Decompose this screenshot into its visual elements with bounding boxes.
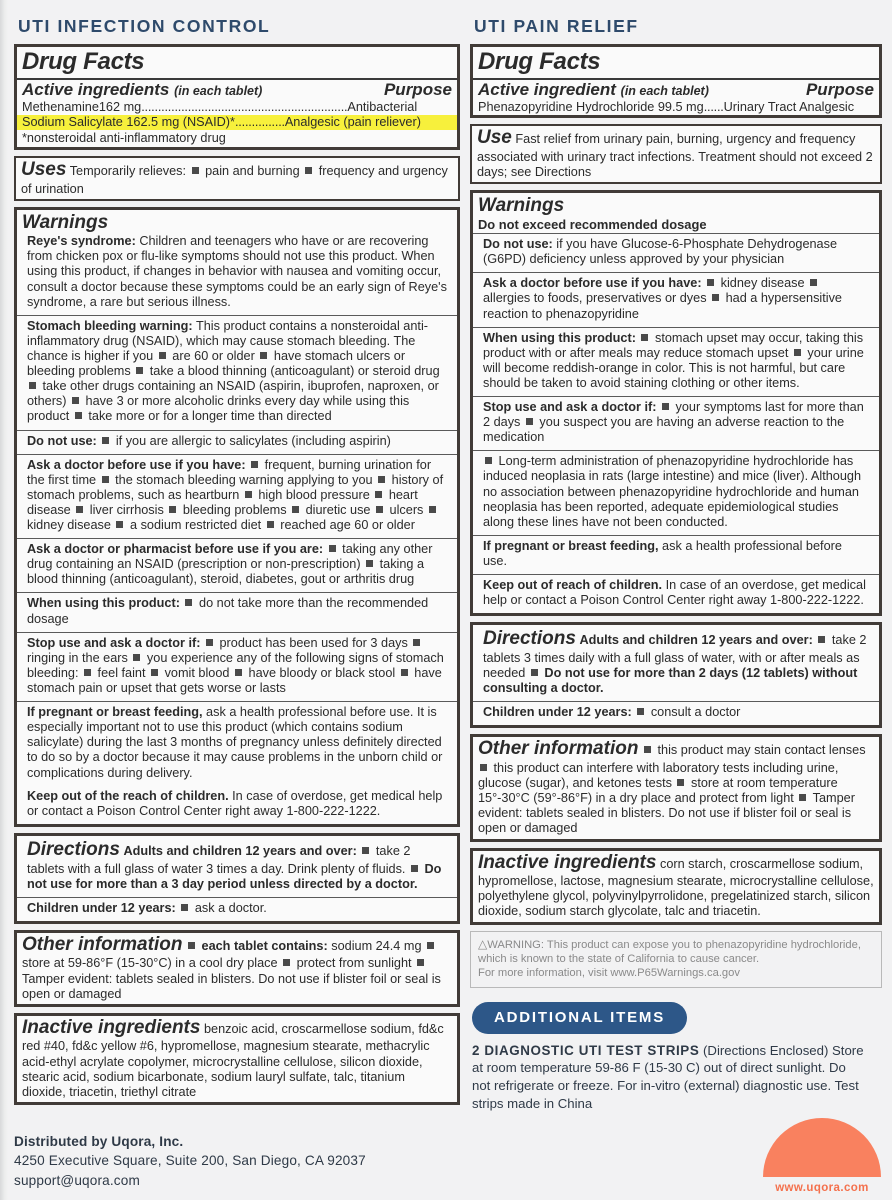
warning-item-title: Reye's syndrome:	[27, 234, 136, 249]
ingredient-name: Phenazopyridine Hydrochloride 99.5 mg	[478, 100, 704, 114]
bullet-square-icon	[818, 636, 825, 643]
bullet-square-icon	[181, 904, 188, 911]
prop65-line1: WARNING: This product can expose you to phenazopyridine hydrochloride,	[487, 938, 861, 951]
active-ingredients-label-left: Active ingredients	[22, 80, 170, 99]
other-information-heading-left: Other information	[22, 933, 183, 955]
directions-panel-left	[14, 833, 460, 924]
active-ingredient-paren-right: (in each tablet)	[620, 84, 709, 98]
use-heading-right: Use	[477, 127, 512, 149]
bullet-square-icon	[267, 521, 274, 528]
other-information-text-right	[473, 737, 879, 838]
warning-item	[473, 233, 879, 272]
ingredient-name: Methenamine162 mg	[22, 100, 142, 114]
warning-item	[17, 234, 457, 315]
ingredient-purpose: Analgesic (pain reliever)	[284, 115, 421, 130]
page-title-infection-control: UTI INFECTION CONTROL	[18, 16, 271, 36]
ingredient-name: Sodium Salicylate 162.5 mg (NSAID)*	[22, 115, 235, 130]
directions-children-left	[17, 897, 457, 921]
bullet-square-icon	[151, 669, 158, 676]
bullet-square-icon	[169, 506, 176, 513]
warning-item	[17, 538, 457, 592]
bullet-square-icon	[188, 942, 195, 949]
warnings-panel-right	[470, 190, 882, 616]
warning-item-title: Ask a doctor or pharmacist before use if you are:	[27, 542, 324, 557]
warnings-panel-left	[14, 207, 460, 827]
prop65-line3: For more information, visit www.P65Warnings.ca.gov	[478, 967, 740, 980]
warning-item-text: product has been used for 3 days ringing in the ears you experience any of the following signs of stomach bleeding: feel faint vomit blood have bloody or black stool have stomach pain or upset that gets worse or lasts	[27, 635, 444, 696]
bullet-square-icon	[76, 506, 83, 513]
bullet-square-icon	[116, 521, 123, 528]
bullet-square-icon	[206, 639, 213, 646]
directions-children-text: ask a doctor.	[176, 901, 267, 915]
drug-facts-panel-right	[470, 44, 882, 118]
warning-item-text: Children and teenagers who have or are recovering from chicken pox or flu-like symptoms should not use this product. When using this product, if changes in behavior with nausea and vomiting occur, consult a doctor because these symptoms could be an early sign of Reye's syndrome, a rare but serious illness.	[27, 234, 447, 309]
ingredient-row	[17, 100, 457, 115]
drug-facts-panel-left	[14, 44, 460, 150]
bullet-square-icon	[72, 397, 79, 404]
directions-heading-right: Directions	[483, 628, 576, 650]
other-information-panel-left	[14, 930, 460, 1007]
bullet-square-icon	[376, 506, 383, 513]
leader-dots: ......	[703, 100, 724, 114]
uses-panel-left	[14, 156, 460, 201]
directions-children-label: Children under 12 years:	[27, 900, 176, 915]
bullet-square-icon	[102, 437, 109, 444]
bullet-square-icon	[283, 959, 290, 966]
drug-facts-title-left: Drug Facts	[22, 48, 145, 75]
warning-item-title: When using this product:	[483, 330, 636, 345]
warning-item-title: When using this product:	[27, 596, 180, 611]
warning-item-title: Do not use:	[483, 237, 553, 252]
bullet-square-icon	[192, 167, 199, 174]
ingredient-row-highlighted	[17, 115, 457, 130]
other-information-bold-left: each tablet contains:	[186, 939, 328, 953]
other-information-body-right: this product may stain contact lenses this product can interfere with laboratory tests including urine, glucose (sugar), and ketones tests store at room temperature 15°-30°C (59°-86°F) in a dry place and protect from light Tamper evident: tablets sealed in blisters. Do not use if blister foil or seal is open or damaged	[478, 743, 866, 836]
bullet-square-icon	[102, 476, 109, 483]
distributor-email[interactable]: support@uqora.com	[14, 1172, 140, 1188]
directions-heading-left: Directions	[27, 838, 120, 860]
warning-item-title: If pregnant or breast feeding,	[483, 538, 659, 553]
uses-text-left: Temporarily relieves: pain and burning frequency and urgency of urination	[21, 164, 448, 197]
warning-item-text: do not take more than the recommended dosage	[27, 596, 429, 626]
bullet-square-icon	[29, 382, 36, 389]
bullet-square-icon	[677, 779, 684, 786]
additional-items-badge: ADDITIONAL ITEMS	[472, 1002, 687, 1034]
bullet-square-icon	[260, 352, 267, 359]
warning-item-text: This product contains a nonsteroidal anti-inflammatory drug (NSAID), which may cause stomach bleeding. The chance is higher if you are 60 or older have stomach ulcers or bleeding problems take a blood thinning (anticoagulant) or steroid drug take other drugs containing an NSAID (aspirin, ibuprofen, naproxen, or others) have 3 or more alcoholic drinks every day while using this product take more or for a longer time than directed	[27, 318, 440, 424]
directions-adults-warning: Do not use for more than 2 days (12 tablets) without consulting a doctor.	[483, 666, 858, 696]
bullet-square-icon	[329, 545, 336, 552]
bullet-square-icon	[531, 669, 538, 676]
leader-dots: ...............	[234, 115, 285, 130]
bullet-square-icon	[401, 669, 408, 676]
distributor-address: 4250 Executive Square, Suite 200, San Diego, CA 92037	[14, 1153, 366, 1169]
directions-children-right	[473, 701, 879, 725]
bullet-square-icon	[362, 847, 369, 854]
warning-triangle-icon: △	[478, 936, 488, 951]
inactive-ingredients-panel-left	[14, 1013, 460, 1105]
prop65-line2: which is known to the state of California to cause cancer.	[478, 952, 760, 965]
active-ingredient-label-right: Active ingredient	[478, 80, 616, 99]
additional-items-description	[470, 1042, 866, 1113]
active-ingredient-header-right	[473, 80, 879, 100]
inactive-ingredients-heading-right: Inactive ingredients	[478, 851, 657, 873]
warning-item-text: In case of overdose, get medical help or contact a Poison Control Center right away 1-800-222-1222.	[27, 788, 443, 818]
warnings-subheading-right: Do not exceed recommended dosage	[478, 217, 707, 233]
warning-item-text: taking any other drug containing an NSAID (prescription or non-prescription) taking a blood thinning (anticoagulant), steroid, diabetes, gout or arthritis drug	[27, 542, 433, 587]
bullet-square-icon	[413, 639, 420, 646]
warning-item-text: In case of an overdose, get medical help or contact a Poison Control Center right away 1-800-222-1222.	[483, 578, 866, 608]
active-ingredients-header-left	[17, 80, 457, 100]
bullet-square-icon	[235, 669, 242, 676]
warning-item	[17, 786, 457, 824]
warning-item	[473, 396, 879, 450]
warning-item	[17, 315, 457, 430]
warning-item-text: stomach upset may occur, taking this product with or after meals may reduce stomach upset your urine will become reddish-orange in color. This is not harmful, but care should be taken to avoid staining clothing or other items.	[483, 330, 864, 390]
directions-adults-label: Adults and children 12 years and over:	[123, 843, 357, 858]
bullet-square-icon	[810, 279, 817, 286]
bullet-square-icon	[75, 412, 82, 419]
bullet-square-icon	[378, 476, 385, 483]
inactive-ingredients-text-left	[17, 1016, 457, 1102]
inactive-ingredients-body-left: benzoic acid, croscarmellose sodium, fd&c red #40, fd&c yellow #6, hypromellose, magnesium stearate, methacrylic acid-ethyl acrylate copolymer, microcrystalline cellulose, silicon dioxide, stearic acid, sodium bicarbonate, sodium lauryl sulfate, talc, titanium dioxide, triacetin, triethyl citrate	[22, 1021, 444, 1099]
warning-item	[17, 430, 457, 454]
warning-item	[473, 327, 879, 396]
website-url[interactable]: www.uqora.com	[775, 1182, 869, 1194]
warning-item-title: Ask a doctor before use if you have:	[27, 457, 246, 472]
test-strips-text: (Directions Enclosed) Store at room temperature 59-86 F (15-30 C) out of direct sunlight. Do not refrigerate or freeze. For in-vitro (external) diagnostic use. Test strips made in China	[472, 1042, 864, 1111]
warning-item-title: If pregnant or breast feeding,	[27, 705, 203, 720]
warning-item-text: ask a health professional before use.	[483, 538, 842, 569]
bullet-square-icon	[644, 746, 651, 753]
bullet-square-icon	[375, 491, 382, 498]
other-information-body-left: sodium 24.4 mg store at 59-86°F (15-30°C) in a cool dry place protect from sunlight Tamper evident: tablets sealed in blisters. Do not use if blister foil or seal is open or damaged	[22, 938, 441, 1001]
use-panel-right	[470, 124, 882, 184]
page-title-pain-relief: UTI PAIN RELIEF	[474, 16, 639, 36]
bullet-square-icon	[794, 349, 801, 356]
directions-adults-warning: Do not use for more than a 3 day period unless directed by a doctor.	[27, 861, 442, 891]
purpose-label-left: Purpose	[383, 80, 452, 99]
warning-item	[473, 272, 879, 326]
drug-facts-title-right: Drug Facts	[478, 48, 601, 75]
bullet-square-icon	[485, 457, 492, 464]
warnings-heading-row-right	[473, 193, 879, 233]
warning-item-text: Long-term administration of phenazopyridine hydrochloride has induced neoplasia in rats (large intestine) and mice (liver). Although no association between phenazopyridine hydrochloride and human neoplasia has been reported, adequate epidemiological studies along these lines have not been conducted.	[483, 454, 862, 529]
bullet-square-icon	[245, 491, 252, 498]
use-text-right: Fast relief from urinary pain, burning, urgency and frequency associated with urinary tract infections. Treatment should not exceed 2 days; see Directions	[477, 132, 873, 179]
warning-item	[17, 592, 457, 631]
bullet-square-icon	[707, 279, 714, 286]
warning-item-title: Do not use:	[27, 433, 97, 448]
directions-adults-text: take 2 tablets with a full glass of water 3 times a day. Drink plenty of fluids.	[27, 843, 411, 876]
bullet-square-icon	[799, 794, 806, 801]
warning-item-title: Stop use and ask a doctor if:	[483, 400, 657, 415]
inactive-ingredients-heading-left: Inactive ingredients	[22, 1016, 201, 1038]
warning-item-text: if you are allergic to salicylates (including aspirin)	[97, 434, 391, 448]
uses-block-left	[16, 158, 458, 199]
bullet-square-icon	[411, 865, 418, 872]
warnings-heading-left: Warnings	[22, 212, 109, 234]
warning-item	[473, 450, 879, 535]
bullet-square-icon	[305, 167, 312, 174]
warning-item	[17, 701, 457, 786]
ingredient-row	[473, 100, 879, 115]
warnings-heading-row-left	[17, 210, 457, 234]
bullet-square-icon	[662, 403, 669, 410]
warning-item-text: frequent, burning urination for the first time the stomach bleeding warning applying to you history of stomach problems, such as heartburn high blood pressure heart disease liver cirrhosis bleeding problems diuretic use ulcers kidney disease a sodium restricted diet reached age 60 or older	[27, 457, 444, 533]
prop65-warning-box	[470, 931, 882, 988]
warning-item	[17, 632, 457, 701]
bullet-square-icon	[480, 764, 487, 771]
leader-dots: ..............................................................	[141, 100, 348, 114]
active-ingredients-paren-left: (in each tablet)	[174, 84, 263, 98]
warning-item-text: if you have Glucose-6-Phosphate Dehydrogenase (G6PD) deficiency unless approved by your physician	[483, 237, 838, 267]
warning-item-title: Stomach bleeding warning:	[27, 318, 193, 333]
bullet-square-icon	[637, 708, 644, 715]
warnings-heading-right: Warnings	[478, 195, 565, 217]
test-strips-title: 2 DIAGNOSTIC UTI TEST STRIPS	[472, 1042, 700, 1058]
bullet-square-icon	[429, 506, 436, 513]
inactive-ingredients-body-right: corn starch, croscarmellose sodium, hypromellose, lactose, magnesium stearate, microcrystalline cellulose, polyethylene glycol, polyvinylpyrrolidone, pregelatinized starch, silicon dioxide, sodium starch glycolate, talc and triacetin.	[478, 856, 874, 919]
directions-adults-left	[17, 836, 457, 897]
directions-children-text: consult a doctor	[632, 705, 741, 719]
distributor-footer	[14, 1132, 366, 1190]
bullet-square-icon	[366, 560, 373, 567]
bullet-square-icon	[136, 367, 143, 374]
bullet-square-icon	[427, 942, 434, 949]
bullet-square-icon	[185, 599, 192, 606]
bullet-square-icon	[526, 418, 533, 425]
other-information-text-left	[17, 933, 457, 1004]
directions-adults-text: take 2 tablets 3 times daily with a full glass of water, with or after meals as needed	[483, 633, 867, 681]
active-footnote-left: *nonsteroidal anti-inflammatory drug	[22, 131, 226, 146]
warning-item-title: Stop use and ask a doctor if:	[27, 635, 201, 650]
warning-item-title: Keep out of reach of children.	[483, 578, 663, 593]
warning-item	[473, 535, 879, 574]
directions-children-label: Children under 12 years:	[483, 705, 632, 720]
other-information-panel-right	[470, 734, 882, 841]
directions-adults-label: Adults and children 12 years and over:	[579, 633, 813, 648]
distributor-name: Distributed by Uqora, Inc.	[14, 1134, 184, 1150]
uqora-logo	[760, 1118, 884, 1194]
warning-item-title: Ask a doctor before use if you have:	[483, 276, 702, 291]
sun-arc-icon	[763, 1118, 881, 1177]
inactive-ingredients-panel-right	[470, 848, 882, 925]
warning-item-text: your symptoms last for more than 2 days you suspect you are having an adverse reaction to the medication	[483, 400, 864, 445]
warning-item	[473, 574, 879, 613]
bullet-square-icon	[641, 334, 648, 341]
warning-item-text: ask a health professional before use. It is especially important not to use this product (which contains sodium salicylate) during the last 3 months of pregnancy unless definitely directed to do so by a doctor because it may cause problems in the unborn child or complications during delivery.	[27, 705, 443, 780]
use-block-right	[472, 126, 880, 182]
uses-heading-left: Uses	[21, 159, 67, 181]
other-information-heading-right: Other information	[478, 738, 639, 760]
bullet-square-icon	[133, 654, 140, 661]
bullet-square-icon	[712, 294, 719, 301]
bullet-square-icon	[292, 506, 299, 513]
warning-item-text: kidney disease allergies to foods, preservatives or dyes had a hypersensitive reaction to phenazopyridine	[483, 276, 842, 321]
warning-item	[17, 454, 457, 539]
purpose-label-right: Purpose	[805, 80, 874, 99]
bullet-square-icon	[159, 352, 166, 359]
ingredient-purpose: Urinary Tract Analgesic	[723, 100, 855, 114]
ingredient-purpose: Antibacterial	[347, 100, 418, 114]
bullet-square-icon	[84, 669, 91, 676]
inactive-ingredients-text-right	[473, 851, 879, 922]
directions-panel-right	[470, 622, 882, 728]
bullet-square-icon	[417, 959, 424, 966]
uti-pain-relief-column	[468, 0, 892, 1200]
warning-item-title: Keep out of the reach of children.	[27, 788, 229, 803]
bullet-square-icon	[251, 461, 258, 468]
directions-adults-right	[473, 625, 879, 701]
